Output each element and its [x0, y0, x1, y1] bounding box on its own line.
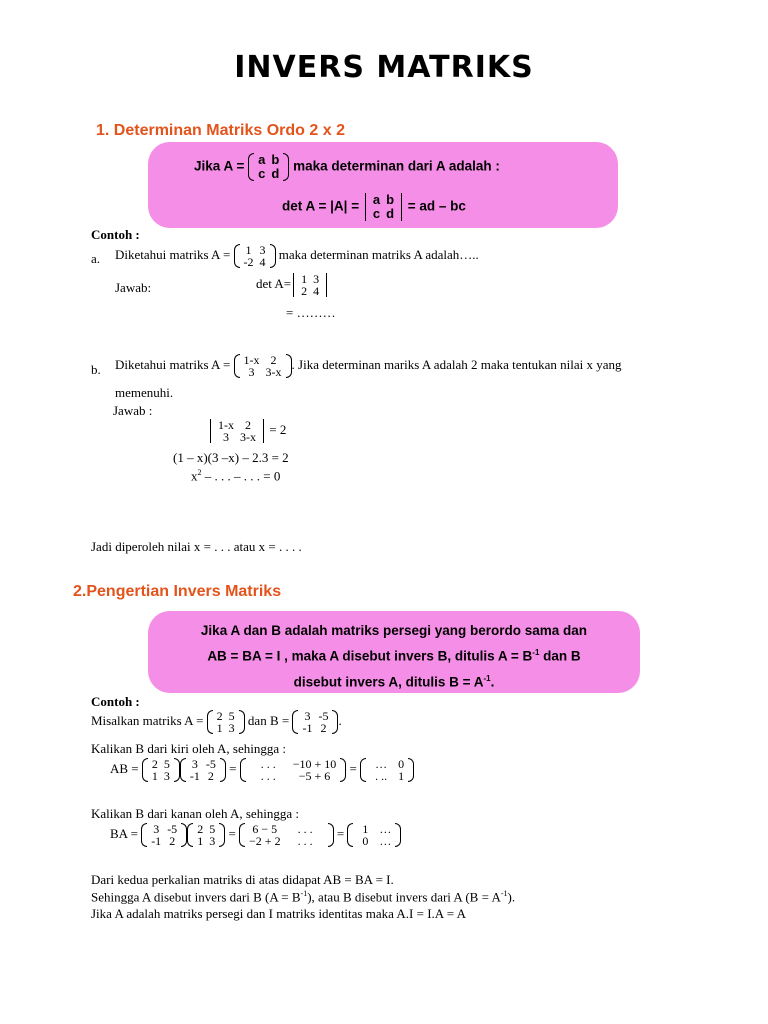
- matrix-cell: 3: [259, 243, 266, 257]
- det-definition-line2: [282, 193, 466, 221]
- inverse-def-line1: Jika A dan B adalah matriks persegi yang berordo sama dan: [200, 623, 588, 638]
- ba-result-matrix: [347, 823, 401, 847]
- matrix-b-example: [234, 354, 292, 378]
- matrix-cell: b: [386, 192, 395, 207]
- equals-sign: =: [228, 825, 236, 841]
- matrix-cell: . ..: [375, 769, 388, 783]
- matrix-cell: 2: [245, 418, 251, 432]
- ba-matrix-3: [239, 823, 334, 847]
- matrix-cell: 2: [216, 709, 223, 723]
- matrix-cell: −10 + 10: [292, 757, 337, 771]
- concl2-pre: Sehingga A disebut invers dari B (A = B: [91, 889, 301, 905]
- matrix-cell: 2: [197, 822, 204, 836]
- matrix-cell: . . .: [260, 757, 276, 771]
- kalikan-kanan-text: Kalikan B dari kanan oleh A, sehingga :: [91, 806, 299, 821]
- conclusion-b: Jadi diperoleh nilai x = . . . atau x = . . . .: [91, 539, 302, 554]
- matrix-cell: 5: [209, 822, 216, 836]
- misal-mid: dan B =: [244, 712, 293, 728]
- inv-line3-post: .: [490, 674, 495, 689]
- matrix-cell: 3: [304, 709, 311, 723]
- matrix-cell: 4: [313, 284, 320, 298]
- equation-expanded: (1 – x)(3 –x) – 2.3 = 2: [173, 450, 289, 465]
- matrix-cell: 3-x: [240, 430, 256, 444]
- det-line1-suffix: maka determinan dari A adalah :: [289, 158, 500, 174]
- matrix-cell: 3: [163, 769, 170, 783]
- definition-box-determinant: [148, 142, 618, 228]
- matrix-cell: a: [372, 192, 381, 207]
- misal-prefix: Misalkan matriks A =: [91, 712, 207, 728]
- equals-sign: =: [349, 760, 357, 776]
- matrix-cell: …: [379, 822, 392, 836]
- matrix-cell: …: [375, 757, 388, 771]
- det-a-expression: [256, 273, 329, 297]
- jawab-a-label: Jawab:: [115, 280, 152, 295]
- page-title: INVERS MATRIKS: [234, 50, 534, 85]
- ab-matrix-1: [142, 758, 180, 782]
- matrix-cell: 3: [313, 272, 320, 286]
- example-b-suffix: . Jika determinan mariks A adalah 2 maka tentukan nilai x yang: [291, 356, 622, 372]
- inv-line2-post: dan B: [539, 648, 581, 664]
- contoh-label-1: Contoh :: [91, 227, 140, 242]
- ab-matrix-2: [180, 758, 226, 782]
- matrix-cell: 1-x: [243, 353, 260, 367]
- eq3-exponent: 2: [197, 468, 202, 477]
- matrix-cell: . . .: [297, 834, 313, 848]
- concl2-post: ).: [507, 889, 516, 905]
- matrix-cell: 1: [197, 834, 204, 848]
- matrix-cell: 6 − 5: [252, 822, 278, 836]
- matrix-cell: -2: [243, 255, 254, 269]
- matrix-cell: −5 + 6: [298, 769, 331, 783]
- matrix-cell: 1: [362, 822, 369, 836]
- matrix-cell: 0: [398, 757, 405, 771]
- section-2-heading: 2.Pengertian Invers Matriks: [73, 583, 282, 600]
- ba-label: BA =: [110, 825, 142, 841]
- matrix-cell: 2: [320, 721, 327, 735]
- matrix-cell: 1: [151, 769, 158, 783]
- matrix-cell: 0: [362, 834, 369, 848]
- det-line2-suffix: = ad – bc: [404, 198, 466, 214]
- ab-product-equation: [110, 758, 414, 782]
- matrix-cell: 2: [270, 353, 277, 367]
- equals-sign: =: [336, 825, 345, 841]
- example-a-statement: [115, 244, 479, 268]
- det-line1-prefix: Jika A =: [194, 158, 249, 174]
- det-b-matrix: [208, 419, 266, 443]
- matrix-cell: 1: [398, 769, 405, 783]
- ab-result-matrix: [360, 758, 414, 782]
- ba-product-equation: [110, 823, 401, 847]
- matrix-a-example: [234, 244, 276, 268]
- conclusion-line-1: Dari kedua perkalian matriks di atas didapat AB = BA = I.: [91, 872, 394, 887]
- example-b-label: b.: [91, 362, 101, 377]
- matrix-cell: d: [271, 166, 280, 181]
- det-a-matrix: [291, 273, 329, 297]
- matrix-cell: …: [379, 834, 392, 848]
- equation-quadratic: [191, 468, 280, 484]
- misal-suffix: .: [338, 712, 342, 728]
- example-b-statement: [115, 354, 622, 378]
- kalikan-kiri-text: Kalikan B dari kiri oleh A, sehingga :: [91, 741, 286, 756]
- ba-matrix-1: [141, 823, 187, 847]
- ba-matrix-2: [187, 823, 225, 847]
- inv-line3-pre: disebut invers A, ditulis B = A: [293, 674, 484, 689]
- inverse-def-line3: [148, 668, 640, 694]
- matrix-cell: a: [258, 152, 266, 167]
- matrix-cell: -5: [205, 757, 216, 771]
- misalkan-statement: [91, 710, 342, 734]
- example-a-label: a.: [91, 251, 101, 266]
- eq3-rest: – . . . – . . . = 0: [201, 468, 281, 484]
- example-a-prefix: Diketahui matriks A =: [115, 246, 234, 262]
- matrix-cell: 3: [191, 757, 198, 771]
- matrix-cell: c: [372, 206, 381, 221]
- inv-line3-sup: -1: [483, 673, 491, 683]
- matrix-cell: 2: [301, 284, 308, 298]
- matrix-cell: 2: [169, 834, 176, 848]
- matrix-cell: 4: [259, 255, 266, 269]
- matrix-A: [207, 710, 245, 734]
- determinant-abcd: [363, 193, 404, 221]
- eq3-var: x: [191, 468, 198, 484]
- definition-box-inverse: [148, 611, 640, 693]
- example-b-prefix: Diketahui matriks A =: [115, 356, 234, 372]
- concl2-sup1: -1: [300, 889, 308, 898]
- det-a-prefix: det A=: [256, 275, 292, 291]
- matrix-B: [292, 710, 338, 734]
- matrix-cell: . . .: [260, 769, 276, 783]
- matrix-cell: 1: [301, 272, 308, 286]
- det-b-equation: [208, 419, 286, 443]
- contoh-label-2: Contoh :: [91, 694, 140, 709]
- ab-matrix-3: [240, 758, 347, 782]
- conclusion-line-3: Jika A adalah matriks persegi dan I matriks identitas maka A.I = I.A = A: [91, 906, 466, 921]
- matrix-cell: 3-x: [265, 365, 282, 379]
- example-a-suffix: maka determinan matriks A adalah…..: [275, 246, 479, 262]
- matrix-cell: 3: [223, 430, 229, 444]
- jawab-b-label: Jawab :: [113, 403, 153, 418]
- matrix-cell: 3: [209, 834, 216, 848]
- det-b-eq-value: = 2: [269, 421, 287, 437]
- matrix-cell: 5: [228, 709, 235, 723]
- inv-line2-pre: AB = BA = I , maka A disebut invers B, ditulis A = B: [207, 648, 533, 664]
- matrix-cell: 2: [207, 769, 214, 783]
- det-a-result: = ………: [286, 305, 336, 320]
- inv-line2-sup: -1: [532, 648, 540, 657]
- matrix-cell: 1: [245, 243, 252, 257]
- matrix-cell: 1-x: [218, 418, 234, 432]
- matrix-cell: 3: [248, 365, 255, 379]
- matrix-cell: 2: [151, 757, 158, 771]
- section-1-heading: 1. Determinan Matriks Ordo 2 x 2: [96, 122, 345, 139]
- matrix-cell: d: [386, 206, 395, 221]
- matrix-cell: -5: [167, 822, 178, 836]
- matrix-cell: 3: [153, 822, 160, 836]
- matrix-abcd: [248, 153, 289, 181]
- matrix-cell: 3: [228, 721, 235, 735]
- matrix-cell: 5: [163, 757, 170, 771]
- concl2-sup2: -1: [500, 889, 508, 898]
- matrix-cell: . . .: [297, 822, 313, 836]
- inverse-def-line2: [148, 642, 640, 668]
- matrix-cell: −2 + 2: [249, 834, 281, 848]
- matrix-cell: -1: [189, 769, 200, 783]
- det-line2-prefix: det A = |A| =: [282, 198, 363, 214]
- example-b-line2: memenuhi.: [115, 385, 174, 400]
- matrix-cell: b: [271, 152, 280, 167]
- conclusion-line-2: [91, 889, 515, 905]
- concl2-mid: ), atau B disebut invers dari A (B = A: [307, 889, 501, 905]
- det-definition-line1: [194, 153, 500, 181]
- matrix-cell: -1: [151, 834, 162, 848]
- matrix-cell: 1: [216, 721, 223, 735]
- inverse-definition-text: [148, 620, 640, 693]
- matrix-cell: -5: [318, 709, 329, 723]
- matrix-cell: c: [258, 166, 266, 181]
- ab-label: AB =: [110, 760, 142, 776]
- equals-sign: =: [229, 760, 237, 776]
- matrix-cell: -1: [302, 721, 313, 735]
